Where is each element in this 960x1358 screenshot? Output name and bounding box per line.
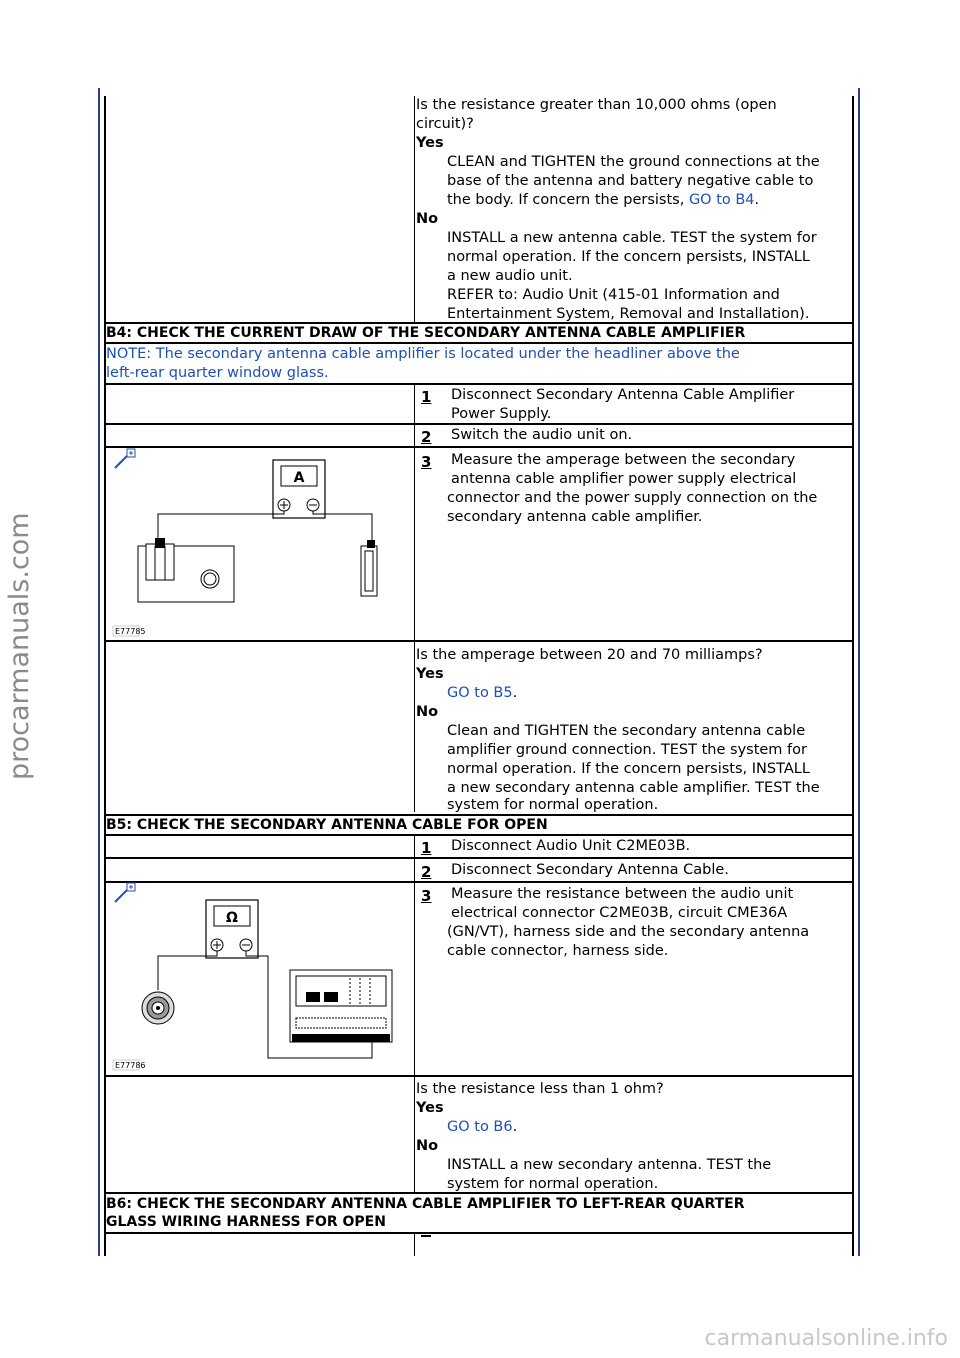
right-inner-border	[852, 96, 854, 1256]
b5-step3-line1: Measure the resistance between the audio unit	[451, 886, 794, 902]
rule	[104, 857, 854, 859]
b3-no-line4: REFER to: Audio Unit (415-01 Information and	[447, 287, 780, 303]
b3-no-label: No	[416, 211, 439, 227]
left-outer-border	[98, 88, 100, 1256]
side-watermark	[0, 0, 60, 1358]
b3-yes-label: Yes	[416, 135, 444, 151]
b6-heading-line1: B6: CHECK THE SECONDARY ANTENNA CABLE AMPLIFIER TO LEFT-REAR QUARTER	[106, 1196, 745, 1212]
b4-step3-number: 3	[421, 453, 432, 471]
b5-no-label: No	[416, 1138, 439, 1154]
b4-yes-line: GO to B5.	[447, 685, 518, 701]
column-divider	[414, 836, 415, 1192]
b5-yes-line: GO to B6.	[447, 1119, 518, 1135]
b4-step2-number: 2	[421, 428, 432, 446]
footer-watermark: carmanualsonline.info	[704, 1326, 948, 1351]
b4-yes-label: Yes	[416, 666, 444, 682]
go-to-b5-link[interactable]: GO to B5	[447, 685, 513, 701]
b5-step2-number: 2	[421, 863, 432, 881]
b5-no-line1: INSTALL a new secondary antenna. TEST the	[447, 1157, 772, 1173]
b6-heading-line2: GLASS WIRING HARNESS FOR OPEN	[106, 1214, 386, 1230]
b4-step3-line4: secondary antenna cable amplifier.	[447, 509, 703, 525]
rule	[104, 834, 854, 836]
b4-step3-line2: antenna cable amplifier power supply electrical	[451, 471, 797, 487]
b4-step2-line1: Switch the audio unit on.	[451, 427, 633, 443]
b4-question: Is the amperage between 20 and 70 milliamps?	[416, 647, 763, 663]
b3-no-line3: a new audio unit.	[447, 268, 573, 284]
b4-step1-line2: Power Supply.	[451, 406, 552, 422]
figure-label: E77785	[115, 627, 146, 636]
b5-step3-line4: cable connector, harness side.	[447, 943, 669, 959]
rule	[104, 342, 854, 344]
b4-no-label: No	[416, 704, 439, 720]
meter-symbol: A	[293, 470, 305, 486]
b3-yes-line1: CLEAN and TIGHTEN the ground connections at the	[447, 154, 820, 170]
b4-amperage-figure	[110, 448, 410, 640]
b4-step1-number: 1	[421, 388, 432, 406]
b4-no-line5: system for normal operation.	[447, 797, 659, 813]
column-divider	[414, 1233, 415, 1256]
b3-yes-line3: the body. If concern the persists, GO to B4.	[447, 192, 760, 208]
b5-step1-line1: Disconnect Audio Unit C2ME03B.	[451, 838, 691, 854]
b5-step3-number: 3	[421, 887, 432, 905]
b4-note-line1: NOTE: The secondary antenna cable amplifier is located under the headliner above the	[106, 346, 740, 362]
b4-no-line4: a new secondary antenna cable amplifier. TEST the	[447, 780, 820, 796]
go-to-b4-link[interactable]: GO to B4	[688, 192, 755, 208]
figure-label: E77786	[115, 1061, 146, 1070]
b4-note-line2: left-rear quarter window glass.	[106, 365, 329, 381]
b4-no-line3: normal operation. If the concern persists, INSTALL	[447, 761, 810, 777]
b5-heading: B5: CHECK THE SECONDARY ANTENNA CABLE FOR OPEN	[106, 817, 548, 833]
b5-step3-line3: (GN/VT), harness side and the secondary antenna	[447, 924, 810, 940]
b3-no-line5: Entertainment System, Removal and Installation).	[447, 306, 810, 322]
b4-step3-line1: Measure the amperage between the secondary	[451, 452, 796, 468]
zoom-icon[interactable]	[115, 449, 135, 468]
column-divider	[414, 96, 415, 322]
multimeter-icon	[273, 460, 325, 518]
rule	[104, 1232, 854, 1234]
ohmmeter-icon	[206, 900, 258, 958]
b3-yes-line2: base of the antenna and battery negative cable to	[447, 173, 814, 189]
b4-no-line1: Clean and TIGHTEN the secondary antenna cable	[447, 723, 806, 739]
rule	[104, 1075, 854, 1077]
b3-no-line2: normal operation. If the concern persists, INSTALL	[447, 249, 810, 265]
cut-off-step-number	[421, 1235, 431, 1237]
b5-resistance-figure	[110, 882, 410, 1074]
b3-question-line1: Is the resistance greater than 10,000 ohms (open	[416, 97, 777, 113]
audio-unit-connector	[290, 970, 392, 1042]
zoom-icon[interactable]	[115, 883, 135, 902]
rule	[104, 423, 854, 425]
b5-question: Is the resistance less than 1 ohm?	[416, 1081, 664, 1097]
b5-step3-line2: electrical connector C2ME03B, circuit CME36A	[451, 905, 788, 921]
right-outer-border	[858, 88, 860, 1256]
b5-step1-number: 1	[421, 839, 432, 857]
rule	[104, 640, 854, 642]
rule	[104, 383, 854, 385]
antenna-cable-connector	[142, 992, 174, 1024]
b4-step3-line3: connector and the power supply connection on the	[447, 490, 818, 506]
meter-symbol: Ω	[226, 910, 238, 926]
side-watermark-text: procarmanuals.com	[4, 512, 35, 780]
b5-no-line2: system for normal operation.	[447, 1176, 659, 1192]
b3-question-line2: circuit)?	[416, 116, 474, 132]
b5-step2-line1: Disconnect Secondary Antenna Cable.	[451, 862, 729, 878]
b3-no-line1: INSTALL a new antenna cable. TEST the system for	[447, 230, 817, 246]
rule	[104, 1192, 854, 1194]
b4-step1-line1: Disconnect Secondary Antenna Cable Amplifier	[451, 387, 795, 403]
left-inner-border	[104, 96, 106, 1256]
b4-no-line2: amplifier ground connection. TEST the system for	[447, 742, 807, 758]
b4-heading: B4: CHECK THE CURRENT DRAW OF THE SECONDARY ANTENNA CABLE AMPLIFIER	[106, 325, 746, 341]
column-divider	[414, 384, 415, 812]
b5-yes-label: Yes	[416, 1100, 444, 1116]
go-to-b6-link[interactable]: GO to B6	[447, 1119, 513, 1135]
